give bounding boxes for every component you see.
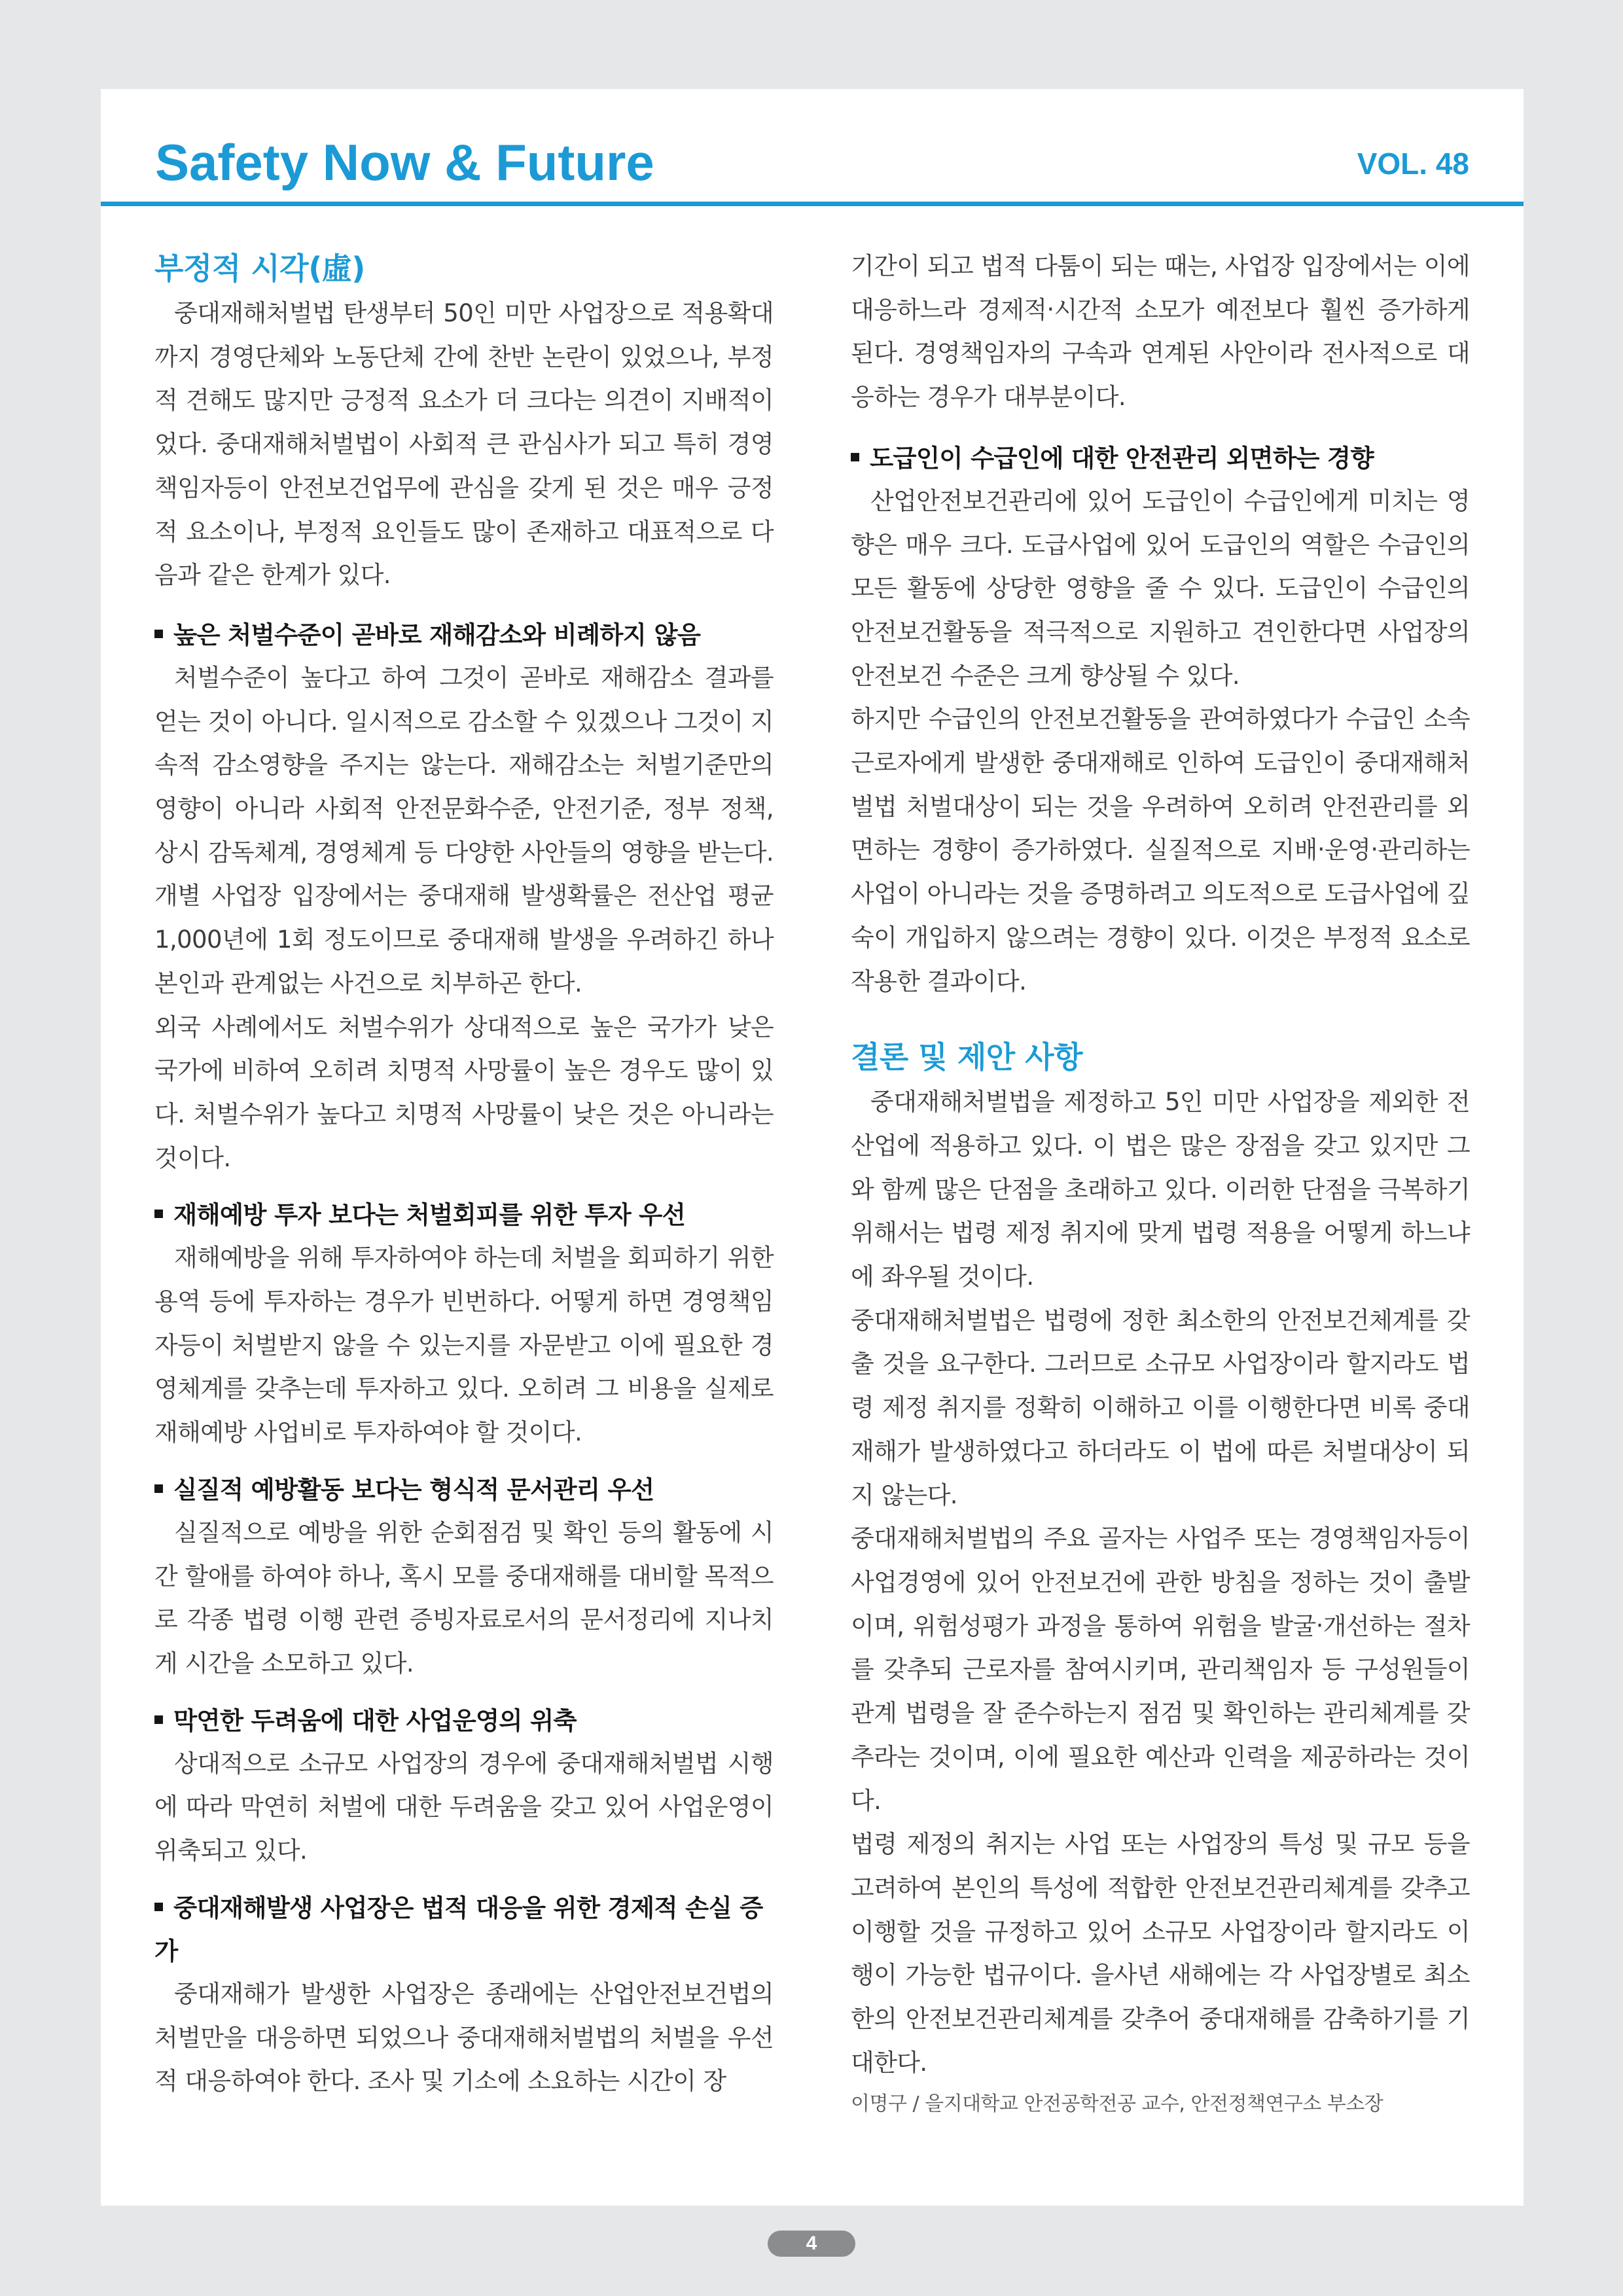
square-bullet-icon xyxy=(154,1715,163,1724)
square-bullet-icon xyxy=(851,453,859,461)
paragraph: 중대재해처벌법 탄생부터 50인 미만 사업장으로 적용확대까지 경영단체와 노동단체 간에 찬반 논란이 있었으나, 부정적 견해도 많지만 긍정적 요소가 더 크다는 의견이 지배적이었다. 중대재해처벌법이 사회적 큰 관심사가 되고 특히 경영책임자등이 안전보건업무에 관심을 갖게 된 것은 매우 긍정적 요소이나, 부정적 요인들도 많이 존재하고 대표적으로 다음과 같은 한계가 있다. xyxy=(154,299,774,590)
subheading xyxy=(154,1886,774,1973)
subheading-text: 중대재해발생 사업장은 법적 대응을 위한 경제적 손실 증가 xyxy=(154,1893,763,1965)
section-title-negative-view: 부정적 시각(虛) xyxy=(154,251,365,286)
subheading xyxy=(154,1699,774,1742)
subheading-text: 도급인이 수급인에 대한 안전관리 외면하는 경향 xyxy=(870,443,1374,473)
paragraph: 기간이 되고 법적 다툼이 되는 때는, 사업장 입장에서는 이에 대응하느라 경제적‧시간적 소모가 예전보다 훨씬 증가하게 된다. 경영책임자의 구속과 연계된 사안이라 전사적으로 대응하는 경우가 대부분이다. xyxy=(851,252,1470,412)
subheading-text: 높은 처벌수준이 곧바로 재해감소와 비례하지 않음 xyxy=(173,620,701,649)
paragraph: 법령 제정의 취지는 사업 또는 사업장의 특성 및 규모 등을 고려하여 본인의 특성에 적합한 안전보건관리체계를 갖추고 이행할 것을 규정하고 있어 소규모 사업장이라 할지라도 이행이 가능한 법규이다. 을사년 새해에는 각 사업장별로 최소한의 안전보건관리체계를 갖추어 중대재해를 감축하기를 기대한다. xyxy=(851,1830,1470,2077)
page-number-badge: 4 xyxy=(768,2231,855,2257)
paragraph: 처벌수준이 높다고 하여 그것이 곧바로 재해감소 결과를 얻는 것이 아니다. 일시적으로 감소할 수 있겠으나 그것이 지속적 감소영향을 주지는 않는다. 재해감소는 처벌기준만의 영향이 아니라 사회적 안전문화수준, 안전기준, 정부 정책, 상시 감독체계, 경영체계 등 다양한 사안들의 영향을 받는다. 개별 사업장 입장에서는 중대재해 발생확률은 전산업 평균 1,000년에 1회 정도이므로 중대재해 발생을 우려하긴 하나 본인과 관계없는 사건으로 치부하곤 한다. xyxy=(154,663,774,997)
paragraph: 중대재해처벌법은 법령에 정한 최소한의 안전보건체계를 갖출 것을 요구한다. 그러므로 소규모 사업장이라 할지라도 법령 제정 취지를 정확히 이해하고 이를 이행한다면 비록 중대재해가 발생하였다고 하더라도 이 법에 따른 처벌대상이 되지 않는다. xyxy=(851,1306,1470,1509)
masthead xyxy=(155,123,1469,202)
volume-number: VOL. 48 xyxy=(1357,147,1469,181)
square-bullet-icon xyxy=(154,630,163,638)
right-column xyxy=(851,245,1470,2124)
paragraph: 하지만 수급인의 안전보건활동을 관여하였다가 수급인 소속 근로자에게 발생한 중대재해로 인하여 도급인이 중대재해처벌법 처벌대상이 되는 것을 우려하여 오히려 안전관리를 외면하는 경향이 증가하였다. 실질적으로 지배‧운영‧관리하는 사업이 아니라는 것을 증명하려고 의도적으로 도급사업에 깊숙이 개입하지 않으려는 경향이 있다. 이것은 부정적 요소로 작용한 결과이다. xyxy=(851,705,1470,996)
subheading-text: 재해예방 투자 보다는 처벌회피를 위한 투자 우선 xyxy=(173,1200,686,1230)
newsletter-page xyxy=(101,89,1524,2206)
paragraph: 재해예방을 위해 투자하여야 하는데 처벌을 회피하기 위한 용역 등에 투자하는 경우가 빈번하다. 어떻게 하면 경영책임자등이 처벌받지 않을 수 있는지를 자문받고 이에 필요한 경영체계를 갖추는데 투자하고 있다. 오히려 그 비용을 실제로 재해예방 사업비로 투자하여야 할 것이다. xyxy=(154,1244,774,1447)
paragraph: 산업안전보건관리에 있어 도급인이 수급인에게 미치는 영향은 매우 크다. 도급사업에 있어 도급인의 역할은 수급인의 모든 활동에 상당한 영향을 줄 수 있다. 도급인이 수급인의 안전보건활동을 적극적으로 지원하고 견인한다면 사업장의 안전보건 수준은 크게 향상될 수 있다. xyxy=(851,486,1470,690)
square-bullet-icon xyxy=(154,1484,163,1493)
subheading xyxy=(851,437,1470,480)
paragraph: 외국 사례에서도 처벌수위가 상대적으로 높은 국가가 낮은 국가에 비하여 오히려 치명적 사망률이 높은 경우도 많이 있다. 처벌수위가 높다고 치명적 사망률이 낮은 것은 아니라는 것이다. xyxy=(154,1013,774,1172)
square-bullet-icon xyxy=(154,1903,163,1911)
section-title-conclusion: 결론 및 제안 사항 xyxy=(851,1039,1083,1075)
author-credit: 이명구 / 을지대학교 안전공학전공 교수, 안전정책연구소 부소장 xyxy=(851,2092,1383,2116)
paragraph: 중대재해가 발생한 사업장은 종래에는 산업안전보건법의 처벌만을 대응하면 되었으나 중대재해처벌법의 처벌을 우선적 대응하여야 한다. 조사 및 기소에 소요하는 시간이 장 xyxy=(154,1979,774,2096)
subheading xyxy=(154,613,774,656)
square-bullet-icon xyxy=(154,1210,163,1218)
subheading xyxy=(154,1193,774,1236)
paragraph: 중대재해처벌법을 제정하고 5인 미만 사업장을 제외한 전산업에 적용하고 있다. 이 법은 많은 장점을 갖고 있지만 그와 함께 많은 단점을 초래하고 있다. 이러한 단점을 극복하기 위해서는 법령 제정 취지에 맞게 법령 적용을 어떻게 하느냐에 좌우될 것이다. xyxy=(851,1088,1470,1291)
newsletter-title: Safety Now & Future xyxy=(155,134,654,191)
left-column xyxy=(154,245,774,2104)
subheading-text: 실질적 예방활동 보다는 형식적 문서관리 우선 xyxy=(173,1475,654,1504)
paragraph: 중대재해처벌법의 주요 골자는 사업주 또는 경영책임자등이 사업경영에 있어 안전보건에 관한 방침을 정하는 것이 출발이며, 위험성평가 과정을 통하여 위험을 발굴‧개선하는 절차를 갖추되 근로자를 참여시키며, 관리책임자 등 구성원들이 관계 법령을 잘 준수하는지 점검 및 확인하는 관리체계를 갖추라는 것이며, 이에 필요한 예산과 인력을 제공하라는 것이다. xyxy=(851,1524,1470,1815)
paragraph: 상대적으로 소규모 사업장의 경우에 중대재해처벌법 시행에 따라 막연히 처벌에 대한 두려움을 갖고 있어 사업운영이 위축되고 있다. xyxy=(154,1749,774,1865)
header-divider xyxy=(101,202,1524,206)
paragraph: 실질적으로 예방을 위한 순회점검 및 확인 등의 활동에 시간 할애를 하여야 하나, 혹시 모를 중대재해를 대비할 목적으로 각종 법령 이행 관련 증빙자료로서의 문서정리에 지나치게 시간을 소모하고 있다. xyxy=(154,1518,774,1677)
subheading xyxy=(154,1468,774,1511)
subheading-text: 막연한 두려움에 대한 사업운영의 위축 xyxy=(173,1706,577,1735)
